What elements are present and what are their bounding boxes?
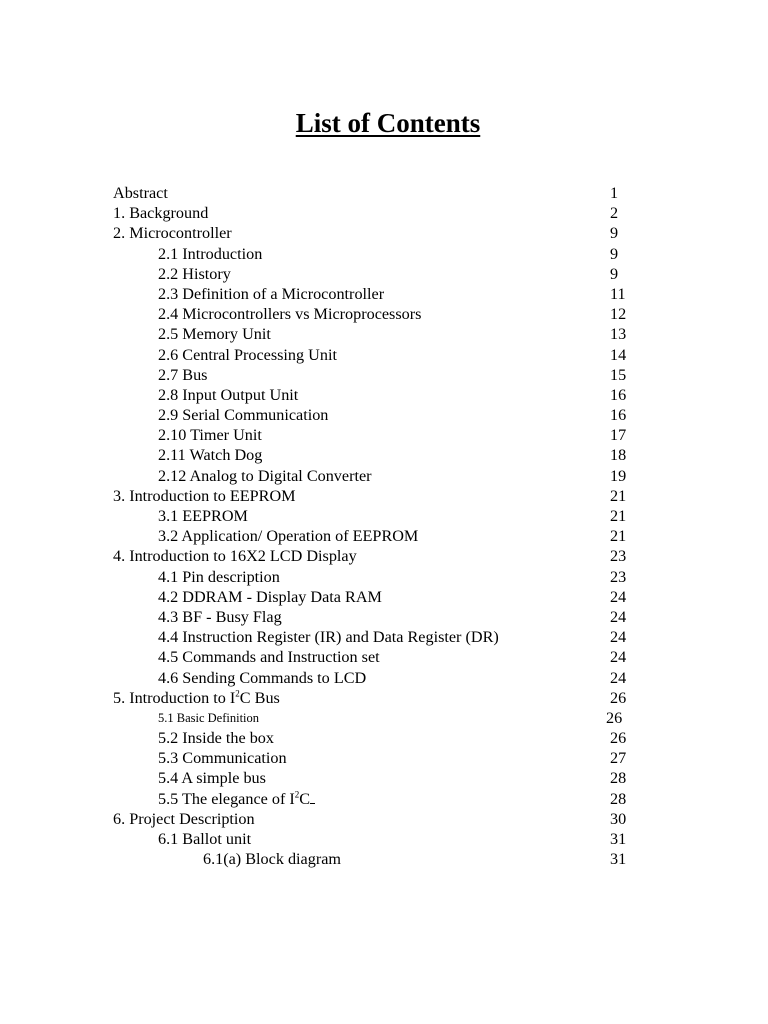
toc-entry-title: 6.1 Ballot unit bbox=[158, 830, 252, 848]
toc-entry bbox=[113, 365, 633, 385]
toc-entry-title: 2.3 Definition of a Microcontroller bbox=[158, 284, 385, 303]
toc-entry-title: 3. Introduction to EEPROM bbox=[113, 486, 296, 505]
toc-entry-title: 5.4 A simple bus bbox=[158, 769, 266, 788]
toc-page-number: 24 bbox=[610, 648, 627, 667]
toc-entry-title: 4. Introduction to 16X2 LCD Display bbox=[113, 547, 357, 566]
toc-entry bbox=[113, 768, 633, 788]
toc-entry bbox=[113, 587, 633, 607]
toc-page-number: 17 bbox=[610, 426, 627, 445]
toc-entry bbox=[113, 486, 633, 506]
toc-entry-title: 5.3 Communication bbox=[158, 749, 287, 768]
toc-entry bbox=[113, 284, 633, 304]
toc-entry-title: 5.1 Basic Definition bbox=[158, 710, 260, 725]
toc-entry bbox=[113, 405, 633, 425]
toc-page-number: 19 bbox=[610, 466, 627, 485]
toc-entry-title: 2.8 Input Output Unit bbox=[158, 385, 299, 404]
toc-page-number: 26 bbox=[606, 708, 623, 727]
toc-page-number: 23 bbox=[610, 567, 627, 586]
toc-entry bbox=[113, 506, 633, 526]
toc-entry bbox=[113, 789, 633, 809]
toc-page-number: 13 bbox=[610, 325, 627, 344]
toc-entry bbox=[113, 748, 633, 768]
toc-entry-title-part: C bbox=[299, 789, 311, 808]
toc-page-number: 21 bbox=[610, 527, 627, 546]
toc-entry bbox=[113, 445, 633, 465]
toc-entry-title: 2.11 Watch Dog bbox=[158, 446, 263, 465]
superscript: 2 bbox=[294, 789, 300, 800]
toc-page-number: 2 bbox=[610, 204, 619, 223]
toc-entry bbox=[113, 466, 633, 486]
toc-entry-title: 2.5 Memory Unit bbox=[158, 325, 271, 344]
toc-entry-title: 4.3 BF - Busy Flag bbox=[158, 607, 282, 626]
toc-entry bbox=[113, 809, 633, 829]
toc-entry-title: 3.1 EEPROM bbox=[158, 507, 248, 525]
toc-page-number: 11 bbox=[610, 284, 626, 303]
toc-entry-title: 2.7 Bus bbox=[158, 365, 208, 384]
page-title: List of Contents bbox=[295, 108, 481, 138]
toc-entry bbox=[113, 183, 633, 203]
table-of-contents bbox=[113, 183, 633, 869]
toc-page-number: 9 bbox=[610, 224, 619, 243]
toc-page-number: 16 bbox=[610, 406, 627, 425]
toc-page-number: 28 bbox=[610, 769, 627, 788]
toc-entry bbox=[113, 849, 633, 869]
toc-page-number: 24 bbox=[610, 668, 627, 687]
toc-page-number: 1 bbox=[610, 184, 619, 202]
toc-entry bbox=[113, 324, 633, 344]
toc-entry-title: Abstract bbox=[113, 184, 168, 202]
toc-page-number: 18 bbox=[610, 446, 627, 465]
toc-entry-title: 4.2 DDRAM - Display Data RAM bbox=[158, 587, 382, 606]
toc-entry bbox=[113, 345, 633, 365]
toc-entry-title: 4.6 Sending Commands to LCD bbox=[158, 668, 367, 687]
toc-page-number: 31 bbox=[610, 830, 627, 848]
toc-entry bbox=[113, 647, 633, 667]
toc-page-number: 24 bbox=[610, 587, 627, 606]
toc-entry bbox=[113, 607, 633, 627]
toc-entry bbox=[113, 567, 633, 587]
toc-entry bbox=[113, 829, 633, 849]
toc-entry bbox=[113, 304, 633, 324]
toc-entry bbox=[113, 526, 633, 546]
toc-entry-title: 2. Microcontroller bbox=[113, 224, 232, 243]
toc-entry bbox=[113, 728, 633, 748]
toc-page-number: 26 bbox=[610, 688, 627, 707]
toc-page-number: 23 bbox=[610, 547, 627, 566]
toc-entry-title: 4.5 Commands and Instruction set bbox=[158, 648, 380, 667]
toc-entry-title: 2.12 Analog to Digital Converter bbox=[158, 466, 372, 485]
toc-page-number: 30 bbox=[610, 809, 627, 828]
toc-page-number: 16 bbox=[610, 385, 627, 404]
toc-page-number: 28 bbox=[610, 789, 627, 808]
toc-page-number: 26 bbox=[610, 729, 627, 748]
toc-page-number: 15 bbox=[610, 365, 627, 384]
toc-entry-title bbox=[158, 789, 315, 809]
toc-entry-title: 2.9 Serial Communication bbox=[158, 406, 329, 425]
toc-entry bbox=[113, 627, 633, 647]
toc-page-number: 9 bbox=[610, 264, 619, 283]
toc-entry-title: 2.4 Microcontrollers vs Microprocessors bbox=[158, 305, 422, 324]
toc-page-number: 12 bbox=[610, 305, 627, 324]
toc-page-number: 31 bbox=[610, 850, 627, 869]
toc-entry-title bbox=[113, 688, 280, 708]
toc-page-number: 21 bbox=[610, 486, 627, 505]
superscript: 2 bbox=[235, 688, 240, 699]
toc-entry bbox=[113, 708, 633, 728]
toc-entry bbox=[113, 546, 633, 566]
toc-page-number: 21 bbox=[610, 507, 627, 525]
toc-entry-title: 4.4 Instruction Register (IR) and Data Register (DR) bbox=[158, 628, 499, 647]
toc-page-number: 24 bbox=[610, 607, 627, 626]
toc-entry bbox=[113, 668, 633, 688]
toc-page-number: 14 bbox=[610, 345, 627, 364]
toc-entry bbox=[113, 223, 633, 243]
toc-entry bbox=[113, 385, 633, 405]
toc-page-number: 9 bbox=[610, 244, 619, 263]
toc-entry-title: 2.6 Central Processing Unit bbox=[158, 345, 337, 364]
toc-entry-title: 6.1(a) Block diagram bbox=[203, 850, 341, 869]
underline-mark bbox=[310, 790, 315, 804]
toc-entry bbox=[113, 244, 633, 264]
toc-entry-title: 2.10 Timer Unit bbox=[158, 426, 262, 445]
toc-entry bbox=[113, 203, 633, 223]
toc-entry-title-part: 5. Introduction to I bbox=[113, 688, 236, 707]
toc-entry-title: 2.1 Introduction bbox=[158, 244, 263, 263]
toc-entry-title-part: 5.5 The elegance of I bbox=[158, 789, 295, 808]
toc-page-number: 27 bbox=[610, 749, 627, 768]
toc-entry-title: 2.2 History bbox=[158, 264, 231, 283]
toc-entry-title-part: C Bus bbox=[239, 688, 280, 707]
toc-entry bbox=[113, 688, 633, 708]
toc-entry bbox=[113, 425, 633, 445]
toc-entry-title: 6. Project Description bbox=[113, 809, 255, 828]
toc-entry-title: 3.2 Application/ Operation of EEPROM bbox=[158, 527, 419, 546]
toc-entry-title: 5.2 Inside the box bbox=[158, 729, 274, 748]
toc-page-number: 24 bbox=[610, 628, 627, 647]
toc-entry bbox=[113, 264, 633, 284]
toc-entry-title: 1. Background bbox=[113, 204, 209, 223]
toc-entry-title: 4.1 Pin description bbox=[158, 567, 280, 586]
